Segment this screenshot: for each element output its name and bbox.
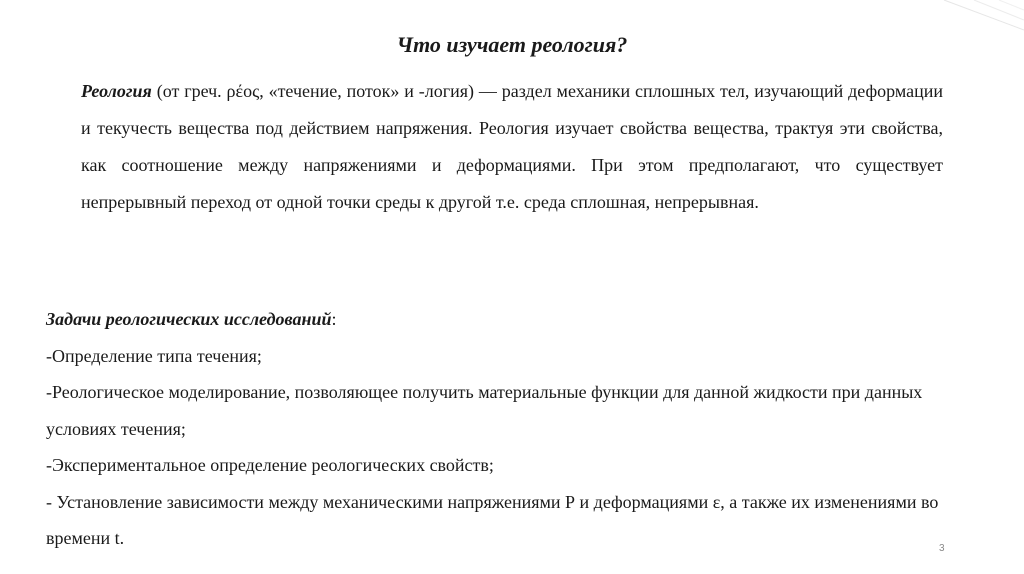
tasks-heading: Задачи реологических исследований bbox=[46, 309, 332, 329]
task-item-4: - Установление зависимости между механическими напряжениями Р и деформациями ε, а также их изменениями во времени t. bbox=[46, 491, 939, 548]
tasks-heading-line bbox=[46, 301, 996, 338]
definition-paragraph bbox=[81, 73, 943, 221]
task-item-3: -Экспериментальное определение реологических свойств; bbox=[46, 455, 494, 475]
tasks-heading-colon: : bbox=[331, 309, 337, 329]
task-item-1: -Определение типа течения; bbox=[46, 345, 262, 366]
tasks-section bbox=[46, 301, 996, 557]
page-number: 3 bbox=[939, 543, 945, 554]
task-item-2: -Реологическое моделирование, позволяющее получить материальные функции для данной жидкости при данных условиях течения; bbox=[46, 382, 923, 439]
definition-text: (от греч. ρέος, «течение, поток» и -логия) — раздел механики сплошных тел, изучающий деформации и текучесть вещества под действием напряжения. Реология изучает свойства вещества, трактуя эти свойства, как соотношение между напряжениями и деформациями. При этом предполагают, что существует непрерывный переход от одной точки среды к другой т.е. среда сплошная, непрерывная. bbox=[81, 81, 943, 212]
definition-term: Реология bbox=[81, 81, 152, 101]
slide-title: Что изучает реология? bbox=[396, 32, 628, 57]
